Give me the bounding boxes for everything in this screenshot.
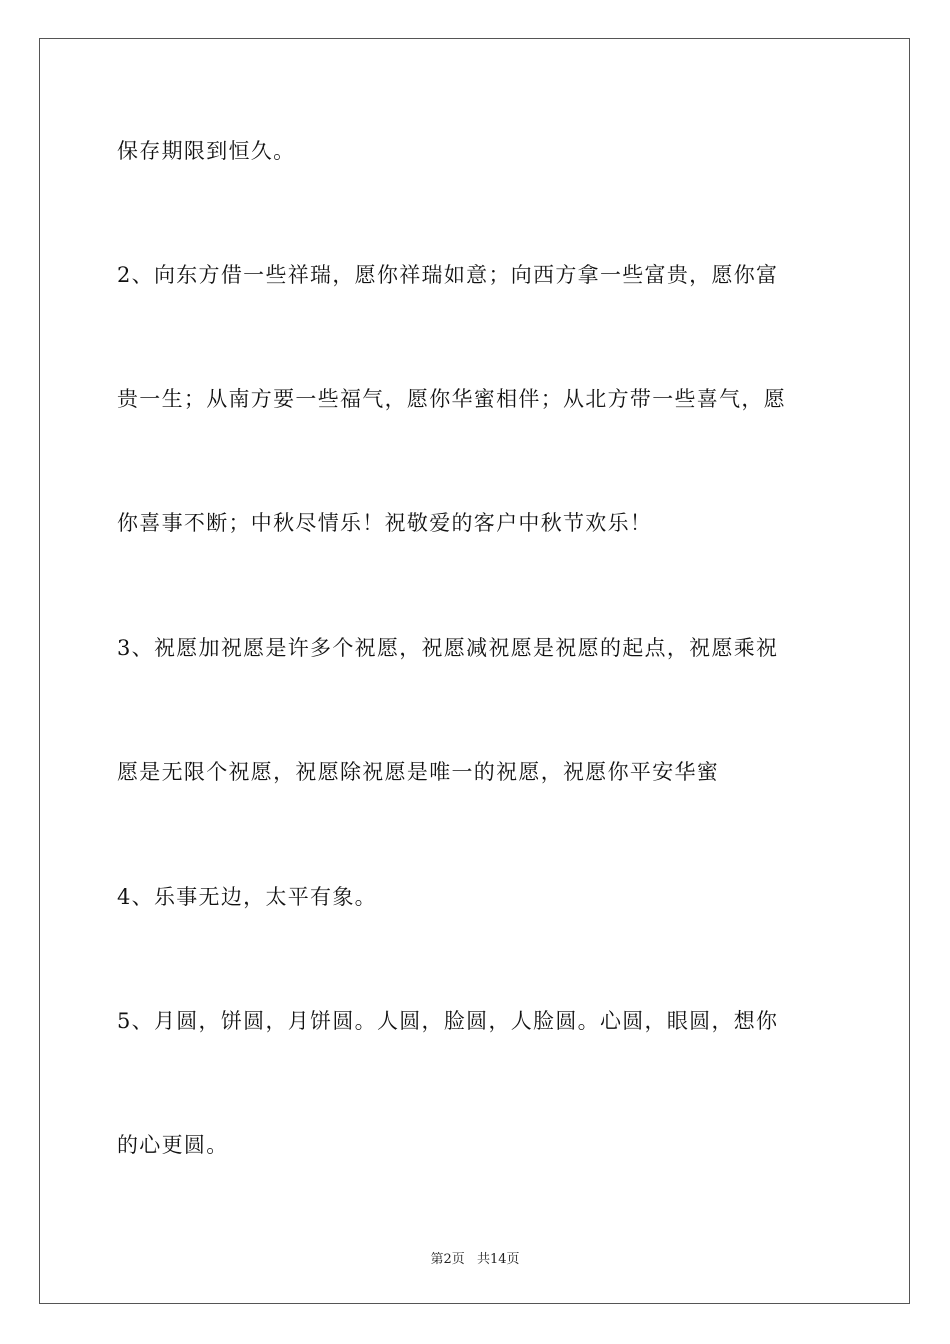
text-line-3: 贵一生；从南方要一些福气，愿你华蜜相伴；从北方带一些喜气，愿 bbox=[117, 387, 786, 411]
text-line-9: 的心更圆。 bbox=[117, 1133, 229, 1157]
text-line-5: 3、祝愿加祝愿是许多个祝愿，祝愿减祝愿是祝愿的起点，祝愿乘祝 bbox=[117, 636, 779, 660]
page-footer bbox=[0, 1248, 950, 1267]
text-line-4: 你喜事不断；中秋尽情乐！祝敬爱的客户中秋节欢乐！ bbox=[117, 511, 653, 535]
text-line-8: 5、月圆，饼圆，月饼圆。人圆，脸圆，人脸圆。心圆，眼圆，想你 bbox=[117, 1009, 779, 1033]
text-line-7: 4、乐事无边，太平有象。 bbox=[117, 885, 377, 909]
text-line-2: 2、向东方借一些祥瑞，愿你祥瑞如意；向西方拿一些富贵，愿你富 bbox=[117, 263, 779, 287]
page-frame bbox=[39, 38, 910, 1304]
text-line-1: 保存期限到恒久。 bbox=[117, 139, 296, 163]
text-line-6: 愿是无限个祝愿，祝愿除祝愿是唯一的祝愿，祝愿你平安华蜜 bbox=[117, 760, 720, 784]
page-number: 第2页 bbox=[430, 1252, 465, 1267]
total-pages: 共14页 bbox=[476, 1252, 520, 1267]
